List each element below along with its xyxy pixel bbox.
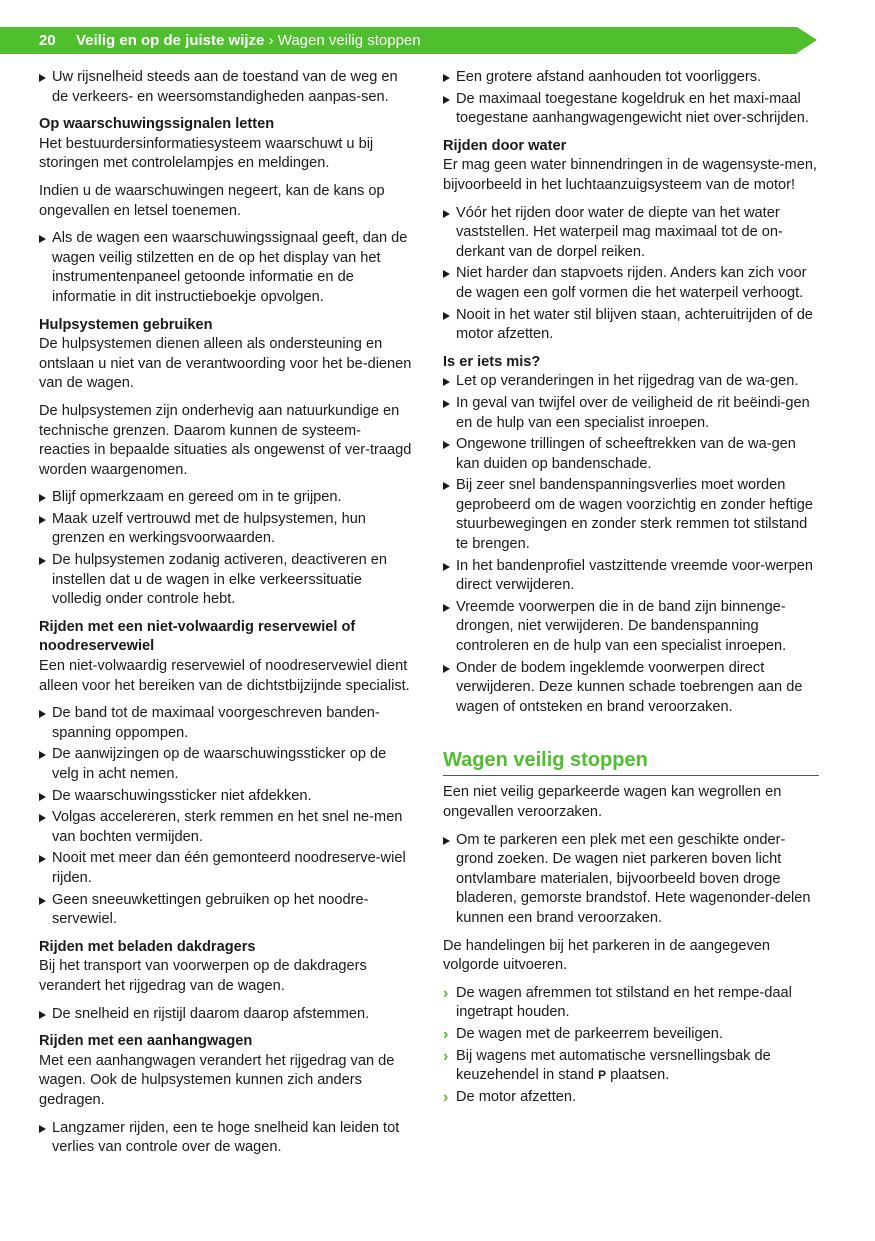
list-item: De maximaal toegestane kogeldruk en het maxi-maal toegestane aanhangwagengewicht niet over-schrijden. bbox=[443, 90, 819, 129]
paragraph: Een niet veilig geparkeerde wagen kan wegrollen en ongevallen veroorzaken. bbox=[443, 784, 782, 820]
triangle-bullet-icon bbox=[39, 494, 46, 502]
triangle-bullet-icon bbox=[39, 710, 46, 718]
chevron-right-icon: › bbox=[443, 1025, 449, 1043]
bullet-list bbox=[443, 204, 819, 345]
paragraph: Met een aanhangwagen verandert het rijgedrag van de wagen. Ook de hulpsystemen kunnen zich anders gedragen. bbox=[39, 1052, 395, 1108]
chevron-right-icon: › bbox=[443, 1047, 449, 1065]
triangle-bullet-icon bbox=[443, 400, 450, 408]
step-item: › De wagen met de parkeerrem beveiligen. bbox=[443, 1025, 723, 1043]
paragraph: Bij het transport van voorwerpen op de dakdragers verandert het rijgedrag van de wagen. bbox=[39, 958, 367, 994]
triangle-bullet-icon bbox=[39, 516, 46, 524]
step-list bbox=[443, 984, 819, 1108]
triangle-bullet-icon bbox=[443, 270, 450, 278]
bullet-list bbox=[39, 1005, 412, 1025]
list-item: Uw rijsnelheid steeds aan de toestand van de weg en de verkeers- en weersomstandigheden aanpas-sen. bbox=[39, 68, 412, 107]
triangle-bullet-icon bbox=[39, 751, 46, 759]
list-item: Geen sneeuwkettingen gebruiken op het noodre-servewiel. bbox=[39, 891, 412, 930]
gear-position-label: P bbox=[598, 1068, 607, 1083]
list-item: Ongewone trillingen of scheeftrekken van de wa-gen kan duiden op bandenschade. bbox=[443, 435, 819, 474]
right-column bbox=[443, 68, 819, 1115]
list-item: Een grotere afstand aanhouden tot voorliggers. bbox=[443, 68, 819, 88]
paragraph: Indien u de waarschuwingen negeert, kan de kans op ongevallen en letsel toenemen. bbox=[39, 182, 385, 219]
list-item: Nooit in het water stil blijven staan, achteruitrijden of de motor afzetten. bbox=[443, 306, 819, 345]
left-column bbox=[39, 68, 412, 1166]
paragraph: Een niet-volwaardig reservewiel of noodreservewiel dient alleen voor het bereiken van de dichtstbijzijnde specialist. bbox=[39, 658, 410, 694]
triangle-bullet-icon bbox=[443, 441, 450, 449]
section-title: Wagen veilig stoppen bbox=[443, 747, 819, 776]
list-item: Volgas accelereren, sterk remmen en het snel ne-men van bochten vermijden. bbox=[39, 808, 412, 847]
list-item: De waarschuwingssticker niet afdekken. bbox=[39, 787, 412, 807]
triangle-bullet-icon bbox=[443, 482, 450, 490]
step-item: › De wagen afremmen tot stilstand en het rempe-daal ingetrapt houden. bbox=[443, 984, 792, 1021]
list-item: Vreemde voorwerpen die in de band zijn binnenge-drongen, niet verwijderen. De bandenspanning controleren en de hulp van een specialist inroepen. bbox=[443, 598, 819, 657]
list-item: Let op veranderingen in het rijgedrag van de wa-gen. bbox=[443, 372, 819, 392]
triangle-bullet-icon bbox=[39, 1125, 46, 1133]
step-item: › De motor afzetten. bbox=[443, 1088, 577, 1106]
list-item: Langzamer rijden, een te hoge snelheid kan leiden tot verlies van controle over de wagen. bbox=[39, 1119, 412, 1158]
triangle-bullet-icon bbox=[39, 814, 46, 822]
breadcrumb-section: Veilig en op de juiste wijze bbox=[76, 32, 265, 49]
list-item: Nooit met meer dan één gemonteerd noodreserve-wiel rijden. bbox=[39, 849, 412, 888]
triangle-bullet-icon bbox=[39, 557, 46, 565]
list-item: Bij zeer snel bandenspanningsverlies moet worden geprobeerd om de wagen voorzichtig en zonder heftige stuurbewegingen en zonder sterk remmen tot stilstand te brengen. bbox=[443, 476, 819, 554]
chevron-right-icon: › bbox=[443, 1088, 449, 1106]
list-item: De snelheid en rijstijl daarom daarop afstemmen. bbox=[39, 1005, 412, 1025]
triangle-bullet-icon bbox=[443, 665, 450, 673]
breadcrumb bbox=[76, 27, 421, 54]
paragraph: De hulpsystemen dienen alleen als ondersteuning en ontslaan u niet van de verantwoording voor het be-dienen van de wagen. bbox=[39, 336, 412, 392]
triangle-bullet-icon bbox=[443, 96, 450, 104]
page-header bbox=[0, 27, 797, 54]
triangle-bullet-icon bbox=[39, 897, 46, 905]
section-heading: Hulpsystemen gebruiken bbox=[39, 316, 213, 333]
intro-bullet-list bbox=[39, 68, 412, 107]
triangle-bullet-icon bbox=[443, 210, 450, 218]
list-item: Vóór het rijden door water de diepte van het water vaststellen. Het waterpeil mag maximaal tot de on-derkant van de dorpel reiken. bbox=[443, 204, 819, 263]
list-item: Als de wagen een waarschuwingssignaal geeft, dan de wagen veilig stilzetten en de op het display van het instrumentenpaneel getoonde informatie en de informatie in dit instructieboekje opvolgen. bbox=[39, 229, 412, 307]
triangle-bullet-icon bbox=[443, 378, 450, 386]
section-heading: Op waarschuwingssignalen letten bbox=[39, 116, 275, 133]
paragraph: De hulpsystemen zijn onderhevig aan natuurkundige en technische grenzen. Daarom kunnen de systeem-reacties in bepaalde situaties als ongewenst of ver-traagd worden waargenomen. bbox=[39, 402, 412, 478]
list-item: Om te parkeren een plek met een geschikte onder-grond zoeken. De wagen niet parkeren boven licht ontvlambare materialen, bijvoorbeeld boven droge bladeren, gemorste brandstof. Hete wagenonder-delen kunnen een brand veroorzaken. bbox=[443, 831, 819, 929]
bullet-list bbox=[443, 68, 819, 129]
triangle-bullet-icon bbox=[39, 74, 46, 82]
triangle-bullet-icon bbox=[443, 74, 450, 82]
section-heading: Rijden met een niet-volwaardig reservewiel of noodreservewiel bbox=[39, 618, 356, 655]
bullet-list bbox=[39, 488, 412, 610]
list-item: Onder de bodem ingeklemde voorwerpen direct verwijderen. Deze kunnen schade toebrengen aan de wagen of ontsteken en brand veroorzaken. bbox=[443, 659, 819, 718]
header-arrow-shape bbox=[797, 27, 817, 53]
bullet-list bbox=[39, 704, 412, 930]
list-item: De hulpsystemen zodanig activeren, deactiveren en instellen dat u de wagen in elke verkeerssituatie volledig onder controle hebt. bbox=[39, 551, 412, 610]
triangle-bullet-icon bbox=[39, 1011, 46, 1019]
list-item: Blijf opmerkzaam en gereed om in te grijpen. bbox=[39, 488, 412, 508]
section-heading: Rijden met een aanhangwagen bbox=[39, 1033, 253, 1050]
chevron-right-icon: › bbox=[443, 984, 449, 1002]
triangle-bullet-icon bbox=[443, 312, 450, 320]
section-heading: Rijden door water bbox=[443, 137, 567, 154]
paragraph: Het bestuurdersinformatiesysteem waarschuwt u bij storingen met controlelampjes en meldingen. bbox=[39, 135, 374, 172]
section-heading: Is er iets mis? bbox=[443, 353, 541, 370]
list-item: Niet harder dan stapvoets rijden. Anders kan zich voor de wagen een golf vormen die het waterpeil verhoogt. bbox=[443, 264, 819, 303]
list-item: Maak uzelf vertrouwd met de hulpsystemen, hun grenzen en werkingsvoorwaarden. bbox=[39, 510, 412, 549]
section-heading: Rijden met beladen dakdragers bbox=[39, 938, 256, 955]
bullet-list bbox=[443, 372, 819, 717]
list-item: In het bandenprofiel vastzittende vreemde voor-werpen direct verwijderen. bbox=[443, 557, 819, 596]
bullet-list bbox=[443, 831, 819, 929]
triangle-bullet-icon bbox=[443, 563, 450, 571]
triangle-bullet-icon bbox=[39, 235, 46, 243]
list-item: De band tot de maximaal voorgeschreven banden-spanning oppompen. bbox=[39, 704, 412, 743]
breadcrumb-separator: › bbox=[264, 32, 278, 49]
triangle-bullet-icon bbox=[443, 837, 450, 845]
bullet-list bbox=[39, 1119, 412, 1158]
paragraph: De handelingen bij het parkeren in de aangegeven volgorde uitvoeren. bbox=[443, 937, 770, 974]
bullet-list bbox=[39, 229, 412, 307]
step-item: › Bij wagens met automatische versnellingsbak de keuzehendel in stand P plaatsen. bbox=[443, 1047, 771, 1084]
paragraph: Er mag geen water binnendringen in de wagensyste-men, bijvoorbeeld in het luchtaanzuigsysteem van de motor! bbox=[443, 157, 817, 193]
triangle-bullet-icon bbox=[443, 604, 450, 612]
list-item: In geval van twijfel over de veiligheid de rit beëindi-gen en de hulp van een specialist inroepen. bbox=[443, 394, 819, 433]
triangle-bullet-icon bbox=[39, 855, 46, 863]
list-item: De aanwijzingen op de waarschuwingssticker op de velg in acht nemen. bbox=[39, 745, 412, 784]
breadcrumb-subsection: Wagen veilig stoppen bbox=[277, 32, 421, 49]
triangle-bullet-icon bbox=[39, 793, 46, 801]
page-number: 20 bbox=[39, 32, 56, 49]
